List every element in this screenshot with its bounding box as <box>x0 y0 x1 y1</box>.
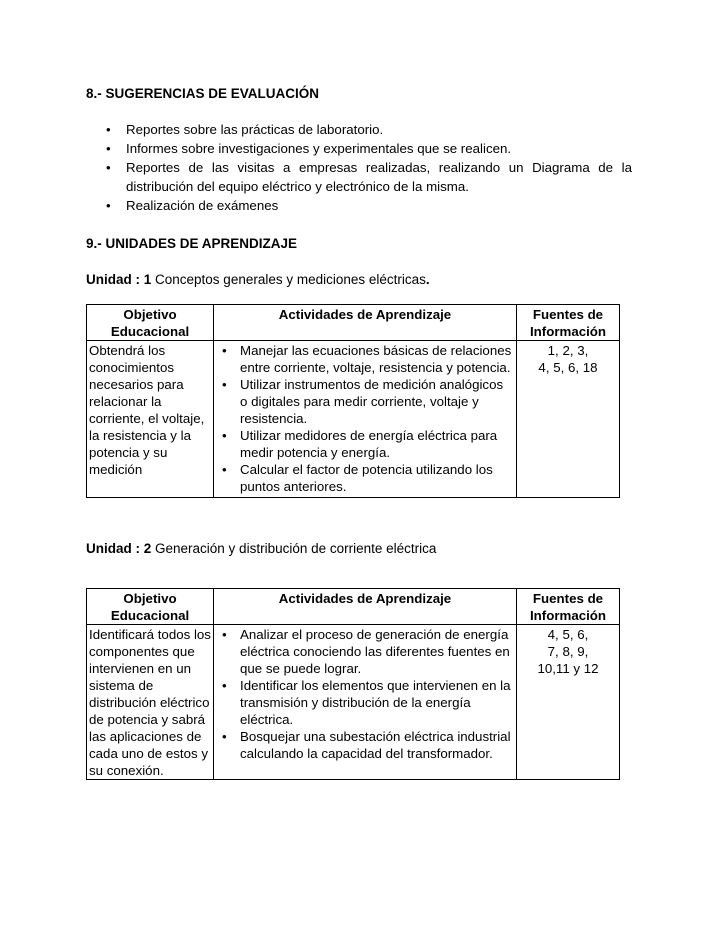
bullet-icon: • <box>222 428 227 443</box>
bullet-icon: • <box>222 343 227 358</box>
bullet-icon: • <box>222 678 227 693</box>
activity-item: • Bosquejar una subestación eléctrica industrial calculando la capacidad del transformador. <box>222 729 511 761</box>
list-item: • Informes sobre investigaciones y experimentales que se realicen. <box>106 141 512 156</box>
unit-1-table <box>86 304 620 498</box>
unit-2-heading <box>86 541 436 556</box>
unit-1-heading <box>86 272 430 287</box>
unit-1-period: . <box>425 272 430 287</box>
unit-2-table <box>86 588 620 780</box>
unit-1-label: Unidad : 1 <box>86 272 152 287</box>
table-header-row <box>87 305 620 341</box>
list-item: • Reportes sobre las prácticas de laboratorio. <box>106 122 384 137</box>
objective-cell: Obtendrá los conocimientos necesarios para relacionar la corriente, el voltaje, la resistencia y la potencia y su medición <box>87 341 214 498</box>
sources-cell: 4, 5, 6, 7, 8, 9, 10,11 y 12 <box>517 625 620 780</box>
objective-header: Objetivo Educacional <box>87 305 214 341</box>
bullet-icon: • <box>106 141 111 156</box>
list-item: • Reportes de las visitas a empresas realizadas, realizando un Diagrama de la distribución del equipo eléctrico y electrónico de la misma. <box>106 160 632 194</box>
unit-2-label: Unidad : 2 <box>86 541 152 556</box>
activities-cell <box>214 341 517 498</box>
bullet-icon: • <box>222 377 227 392</box>
bullet-icon: • <box>222 729 227 744</box>
table-header-row <box>87 589 620 625</box>
sources-header: Fuentes de Información <box>517 305 620 341</box>
objective-cell: Identificará todos los componentes que intervienen en un sistema de distribución eléctrico de potencia y sabrá las aplicaciones de cada uno de estos y su conexión. <box>87 625 214 780</box>
bullet-icon: • <box>106 198 111 213</box>
activity-item: • Analizar el proceso de generación de energía eléctrica conociendo las diferentes fuentes en que se puede lograr. <box>222 627 510 676</box>
evaluation-suggestions-list <box>86 120 632 215</box>
activities-cell <box>214 625 517 780</box>
activity-item: • Manejar las ecuaciones básicas de relaciones entre corriente, voltaje, resistencia y potencia. <box>222 343 512 375</box>
activity-item: • Utilizar medidores de energía eléctrica para medir potencia y energía. <box>222 428 498 460</box>
table-row <box>87 625 620 780</box>
bullet-icon: • <box>222 627 227 642</box>
objective-header: Objetivo Educacional <box>87 589 214 625</box>
bullet-icon: • <box>106 122 111 137</box>
unit-2-name: Generación y distribución de corriente eléctrica <box>151 541 437 556</box>
list-item: • Realización de exámenes <box>106 198 279 213</box>
section-9-title: 9.- UNIDADES DE APRENDIZAJE <box>86 236 298 251</box>
activities-header: Actividades de Aprendizaje <box>214 589 517 625</box>
unit-1-name: Conceptos generales y mediciones eléctricas <box>151 272 426 287</box>
activity-item: • Utilizar instrumentos de medición analógicos o digitales para medir corriente, voltaje y resistencia. <box>222 377 504 426</box>
section-8-title: 8.- SUGERENCIAS DE EVALUACIÓN <box>86 86 320 101</box>
sources-header: Fuentes de Información <box>517 589 620 625</box>
bullet-icon: • <box>106 160 111 175</box>
bullet-icon: • <box>222 462 227 477</box>
activity-item: • Calcular el factor de potencia utilizando los puntos anteriores. <box>222 462 493 494</box>
sources-cell: 1, 2, 3, 4, 5, 6, 18 <box>517 341 620 498</box>
table-row <box>87 341 620 498</box>
activity-item: • Identificar los elementos que intervienen en la transmisión y distribución de la energía eléctrica. <box>222 678 511 727</box>
activities-header: Actividades de Aprendizaje <box>214 305 517 341</box>
